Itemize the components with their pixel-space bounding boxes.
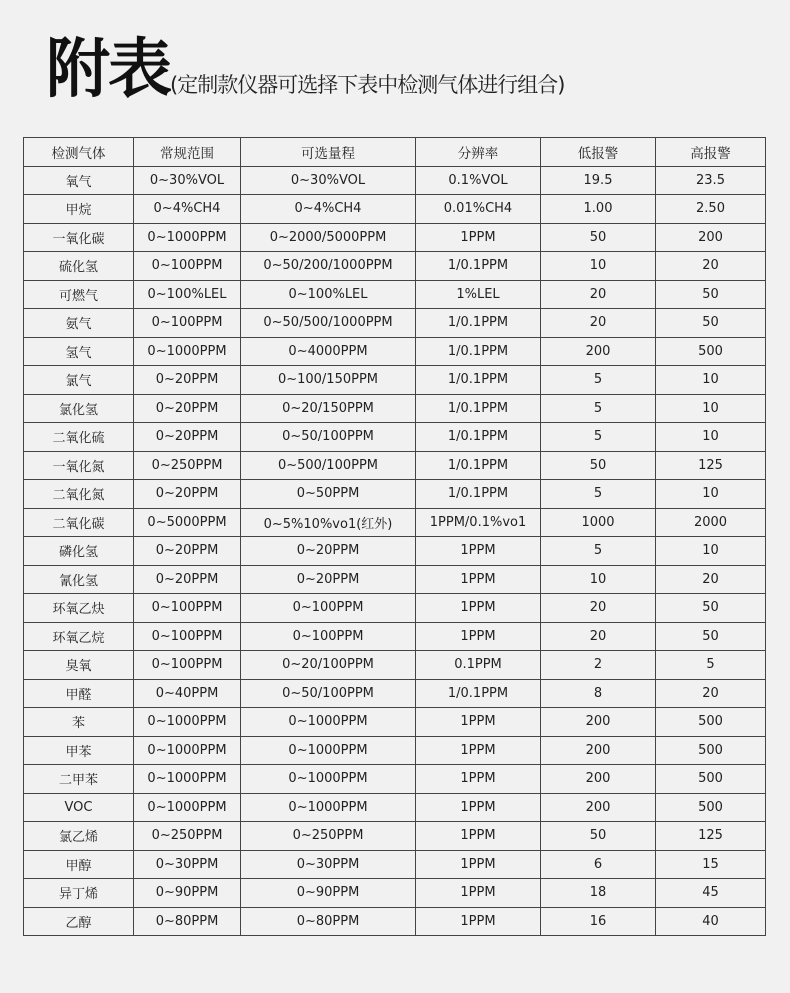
cell-standard-range: 0~1000PPM — [134, 337, 241, 366]
table-row — [24, 480, 766, 509]
cell-gas: 甲醛 — [24, 679, 134, 708]
cell-resolution: 1PPM — [416, 565, 541, 594]
cell-optional-range: 0~30%VOL — [241, 166, 416, 195]
cell-gas: 氯乙烯 — [24, 822, 134, 851]
table-row — [24, 394, 766, 423]
cell-optional-range: 0~250PPM — [241, 822, 416, 851]
cell-gas: 二甲苯 — [24, 765, 134, 794]
cell-optional-range: 0~20/100PPM — [241, 651, 416, 680]
cell-low-alarm: 8 — [541, 679, 656, 708]
cell-high-alarm: 50 — [656, 622, 766, 651]
cell-optional-range: 0~50/500/1000PPM — [241, 309, 416, 338]
table-row — [24, 195, 766, 224]
cell-high-alarm: 50 — [656, 280, 766, 309]
cell-gas: 臭氧 — [24, 651, 134, 680]
cell-high-alarm: 500 — [656, 736, 766, 765]
cell-optional-range: 0~50/100PPM — [241, 423, 416, 452]
cell-standard-range: 0~40PPM — [134, 679, 241, 708]
cell-gas: 氧气 — [24, 166, 134, 195]
header-optional-range: 可选量程 — [241, 138, 416, 167]
table-row — [24, 166, 766, 195]
cell-resolution: 1PPM — [416, 622, 541, 651]
cell-gas: 可燃气 — [24, 280, 134, 309]
cell-low-alarm: 20 — [541, 594, 656, 623]
cell-standard-range: 0~5000PPM — [134, 508, 241, 537]
page-title — [46, 30, 564, 110]
cell-standard-range: 0~80PPM — [134, 907, 241, 936]
table-row — [24, 622, 766, 651]
cell-resolution: 1PPM — [416, 879, 541, 908]
header-standard-range: 常规范围 — [134, 138, 241, 167]
cell-optional-range: 0~1000PPM — [241, 765, 416, 794]
cell-high-alarm: 500 — [656, 337, 766, 366]
cell-standard-range: 0~20PPM — [134, 394, 241, 423]
cell-low-alarm: 200 — [541, 793, 656, 822]
cell-high-alarm: 10 — [656, 366, 766, 395]
table-row — [24, 537, 766, 566]
cell-resolution: 1/0.1PPM — [416, 451, 541, 480]
cell-optional-range: 0~4%CH4 — [241, 195, 416, 224]
cell-gas: 甲苯 — [24, 736, 134, 765]
table-row — [24, 679, 766, 708]
cell-high-alarm: 2.50 — [656, 195, 766, 224]
cell-gas: 氢气 — [24, 337, 134, 366]
cell-low-alarm: 200 — [541, 765, 656, 794]
cell-optional-range: 0~1000PPM — [241, 708, 416, 737]
cell-low-alarm: 50 — [541, 451, 656, 480]
table-row — [24, 223, 766, 252]
cell-standard-range: 0~1000PPM — [134, 793, 241, 822]
table-row — [24, 850, 766, 879]
cell-high-alarm: 500 — [656, 708, 766, 737]
cell-resolution: 1%LEL — [416, 280, 541, 309]
cell-gas: 乙醇 — [24, 907, 134, 936]
table-row — [24, 366, 766, 395]
table-row — [24, 651, 766, 680]
table-row — [24, 879, 766, 908]
cell-low-alarm: 10 — [541, 565, 656, 594]
cell-standard-range: 0~1000PPM — [134, 223, 241, 252]
cell-standard-range: 0~30%VOL — [134, 166, 241, 195]
cell-standard-range: 0~100PPM — [134, 309, 241, 338]
cell-standard-range: 0~250PPM — [134, 451, 241, 480]
cell-high-alarm: 500 — [656, 793, 766, 822]
cell-high-alarm: 500 — [656, 765, 766, 794]
cell-standard-range: 0~20PPM — [134, 537, 241, 566]
table-row — [24, 565, 766, 594]
cell-optional-range: 0~100PPM — [241, 622, 416, 651]
cell-low-alarm: 1000 — [541, 508, 656, 537]
table-row — [24, 280, 766, 309]
cell-optional-range: 0~20PPM — [241, 565, 416, 594]
cell-low-alarm: 5 — [541, 480, 656, 509]
cell-resolution: 1/0.1PPM — [416, 480, 541, 509]
table-row — [24, 594, 766, 623]
cell-optional-range: 0~80PPM — [241, 907, 416, 936]
cell-standard-range: 0~250PPM — [134, 822, 241, 851]
cell-high-alarm: 10 — [656, 480, 766, 509]
cell-standard-range: 0~1000PPM — [134, 708, 241, 737]
cell-gas: 一氧化碳 — [24, 223, 134, 252]
cell-optional-range: 0~100PPM — [241, 594, 416, 623]
cell-optional-range: 0~500/100PPM — [241, 451, 416, 480]
cell-optional-range: 0~4000PPM — [241, 337, 416, 366]
cell-resolution: 1PPM — [416, 850, 541, 879]
cell-gas: 异丁烯 — [24, 879, 134, 908]
cell-high-alarm: 125 — [656, 451, 766, 480]
cell-low-alarm: 20 — [541, 622, 656, 651]
cell-optional-range: 0~50PPM — [241, 480, 416, 509]
cell-gas: 氯气 — [24, 366, 134, 395]
cell-resolution: 1PPM — [416, 223, 541, 252]
cell-low-alarm: 50 — [541, 822, 656, 851]
cell-low-alarm: 200 — [541, 337, 656, 366]
cell-gas: 硫化氢 — [24, 252, 134, 281]
table-row — [24, 708, 766, 737]
title-main: 附表 — [46, 33, 170, 107]
cell-high-alarm: 10 — [656, 423, 766, 452]
cell-standard-range: 0~90PPM — [134, 879, 241, 908]
cell-optional-range: 0~50/200/1000PPM — [241, 252, 416, 281]
cell-optional-range: 0~20/150PPM — [241, 394, 416, 423]
cell-standard-range: 0~1000PPM — [134, 736, 241, 765]
cell-low-alarm: 5 — [541, 366, 656, 395]
cell-optional-range: 0~100%LEL — [241, 280, 416, 309]
cell-gas: 环氧乙烷 — [24, 622, 134, 651]
cell-resolution: 1PPM — [416, 907, 541, 936]
title-subtitle: (定制款仪器可选择下表中检测气体进行组合) — [170, 73, 565, 97]
cell-standard-range: 0~100PPM — [134, 651, 241, 680]
header-gas: 检测气体 — [24, 138, 134, 167]
cell-low-alarm: 10 — [541, 252, 656, 281]
cell-resolution: 0.1PPM — [416, 651, 541, 680]
table-row — [24, 423, 766, 452]
cell-gas: 甲烷 — [24, 195, 134, 224]
header-low-alarm: 低报警 — [541, 138, 656, 167]
gas-spec-table — [23, 137, 766, 936]
cell-standard-range: 0~20PPM — [134, 423, 241, 452]
cell-standard-range: 0~1000PPM — [134, 765, 241, 794]
cell-resolution: 1PPM — [416, 793, 541, 822]
table-header-row — [24, 138, 766, 167]
cell-low-alarm: 6 — [541, 850, 656, 879]
cell-gas: 苯 — [24, 708, 134, 737]
cell-gas: 二氧化硫 — [24, 423, 134, 452]
cell-gas: 氰化氢 — [24, 565, 134, 594]
cell-resolution: 1/0.1PPM — [416, 337, 541, 366]
cell-resolution: 1PPM — [416, 736, 541, 765]
cell-low-alarm: 19.5 — [541, 166, 656, 195]
cell-standard-range: 0~100PPM — [134, 594, 241, 623]
cell-resolution: 1/0.1PPM — [416, 366, 541, 395]
cell-high-alarm: 50 — [656, 309, 766, 338]
cell-standard-range: 0~4%CH4 — [134, 195, 241, 224]
cell-high-alarm: 40 — [656, 907, 766, 936]
table-row — [24, 252, 766, 281]
cell-optional-range: 0~1000PPM — [241, 793, 416, 822]
cell-high-alarm: 20 — [656, 252, 766, 281]
cell-standard-range: 0~100%LEL — [134, 280, 241, 309]
cell-resolution: 1PPM/0.1%vo1 — [416, 508, 541, 537]
cell-standard-range: 0~100PPM — [134, 622, 241, 651]
cell-resolution: 1PPM — [416, 765, 541, 794]
cell-high-alarm: 45 — [656, 879, 766, 908]
cell-standard-range: 0~30PPM — [134, 850, 241, 879]
cell-high-alarm: 2000 — [656, 508, 766, 537]
cell-gas: 一氧化氮 — [24, 451, 134, 480]
table-row — [24, 765, 766, 794]
cell-gas: VOC — [24, 793, 134, 822]
cell-resolution: 0.01%CH4 — [416, 195, 541, 224]
cell-high-alarm: 23.5 — [656, 166, 766, 195]
cell-resolution: 1PPM — [416, 822, 541, 851]
cell-resolution: 1PPM — [416, 537, 541, 566]
table-row — [24, 309, 766, 338]
cell-low-alarm: 5 — [541, 394, 656, 423]
cell-low-alarm: 18 — [541, 879, 656, 908]
table-row — [24, 793, 766, 822]
cell-low-alarm: 200 — [541, 708, 656, 737]
cell-resolution: 1/0.1PPM — [416, 423, 541, 452]
cell-resolution: 0.1%VOL — [416, 166, 541, 195]
table-row — [24, 822, 766, 851]
cell-optional-range: 0~100/150PPM — [241, 366, 416, 395]
cell-low-alarm: 20 — [541, 309, 656, 338]
cell-gas: 环氧乙炔 — [24, 594, 134, 623]
cell-high-alarm: 20 — [656, 679, 766, 708]
cell-standard-range: 0~20PPM — [134, 366, 241, 395]
cell-optional-range: 0~30PPM — [241, 850, 416, 879]
cell-low-alarm: 20 — [541, 280, 656, 309]
cell-high-alarm: 125 — [656, 822, 766, 851]
cell-high-alarm: 15 — [656, 850, 766, 879]
cell-low-alarm: 200 — [541, 736, 656, 765]
cell-gas: 氨气 — [24, 309, 134, 338]
cell-high-alarm: 5 — [656, 651, 766, 680]
cell-optional-range: 0~50/100PPM — [241, 679, 416, 708]
cell-high-alarm: 10 — [656, 394, 766, 423]
cell-high-alarm: 50 — [656, 594, 766, 623]
cell-optional-range: 0~90PPM — [241, 879, 416, 908]
cell-optional-range: 0~2000/5000PPM — [241, 223, 416, 252]
header-high-alarm: 高报警 — [656, 138, 766, 167]
cell-high-alarm: 10 — [656, 537, 766, 566]
cell-gas: 甲醇 — [24, 850, 134, 879]
cell-gas: 二氧化碳 — [24, 508, 134, 537]
cell-low-alarm: 5 — [541, 537, 656, 566]
header-resolution: 分辨率 — [416, 138, 541, 167]
cell-low-alarm: 5 — [541, 423, 656, 452]
cell-optional-range: 0~5%10%vo1(红外) — [241, 508, 416, 537]
cell-high-alarm: 200 — [656, 223, 766, 252]
cell-standard-range: 0~20PPM — [134, 565, 241, 594]
cell-resolution: 1PPM — [416, 594, 541, 623]
cell-resolution: 1/0.1PPM — [416, 394, 541, 423]
table-row — [24, 907, 766, 936]
cell-gas: 氯化氢 — [24, 394, 134, 423]
cell-gas: 二氧化氮 — [24, 480, 134, 509]
table-row — [24, 508, 766, 537]
table-row — [24, 451, 766, 480]
table-row — [24, 736, 766, 765]
cell-standard-range: 0~100PPM — [134, 252, 241, 281]
cell-standard-range: 0~20PPM — [134, 480, 241, 509]
cell-low-alarm: 50 — [541, 223, 656, 252]
table-row — [24, 337, 766, 366]
cell-optional-range: 0~20PPM — [241, 537, 416, 566]
cell-resolution: 1PPM — [416, 708, 541, 737]
cell-resolution: 1/0.1PPM — [416, 252, 541, 281]
cell-low-alarm: 16 — [541, 907, 656, 936]
cell-low-alarm: 2 — [541, 651, 656, 680]
cell-optional-range: 0~1000PPM — [241, 736, 416, 765]
cell-high-alarm: 20 — [656, 565, 766, 594]
cell-resolution: 1/0.1PPM — [416, 309, 541, 338]
cell-resolution: 1/0.1PPM — [416, 679, 541, 708]
cell-gas: 磷化氢 — [24, 537, 134, 566]
cell-low-alarm: 1.00 — [541, 195, 656, 224]
